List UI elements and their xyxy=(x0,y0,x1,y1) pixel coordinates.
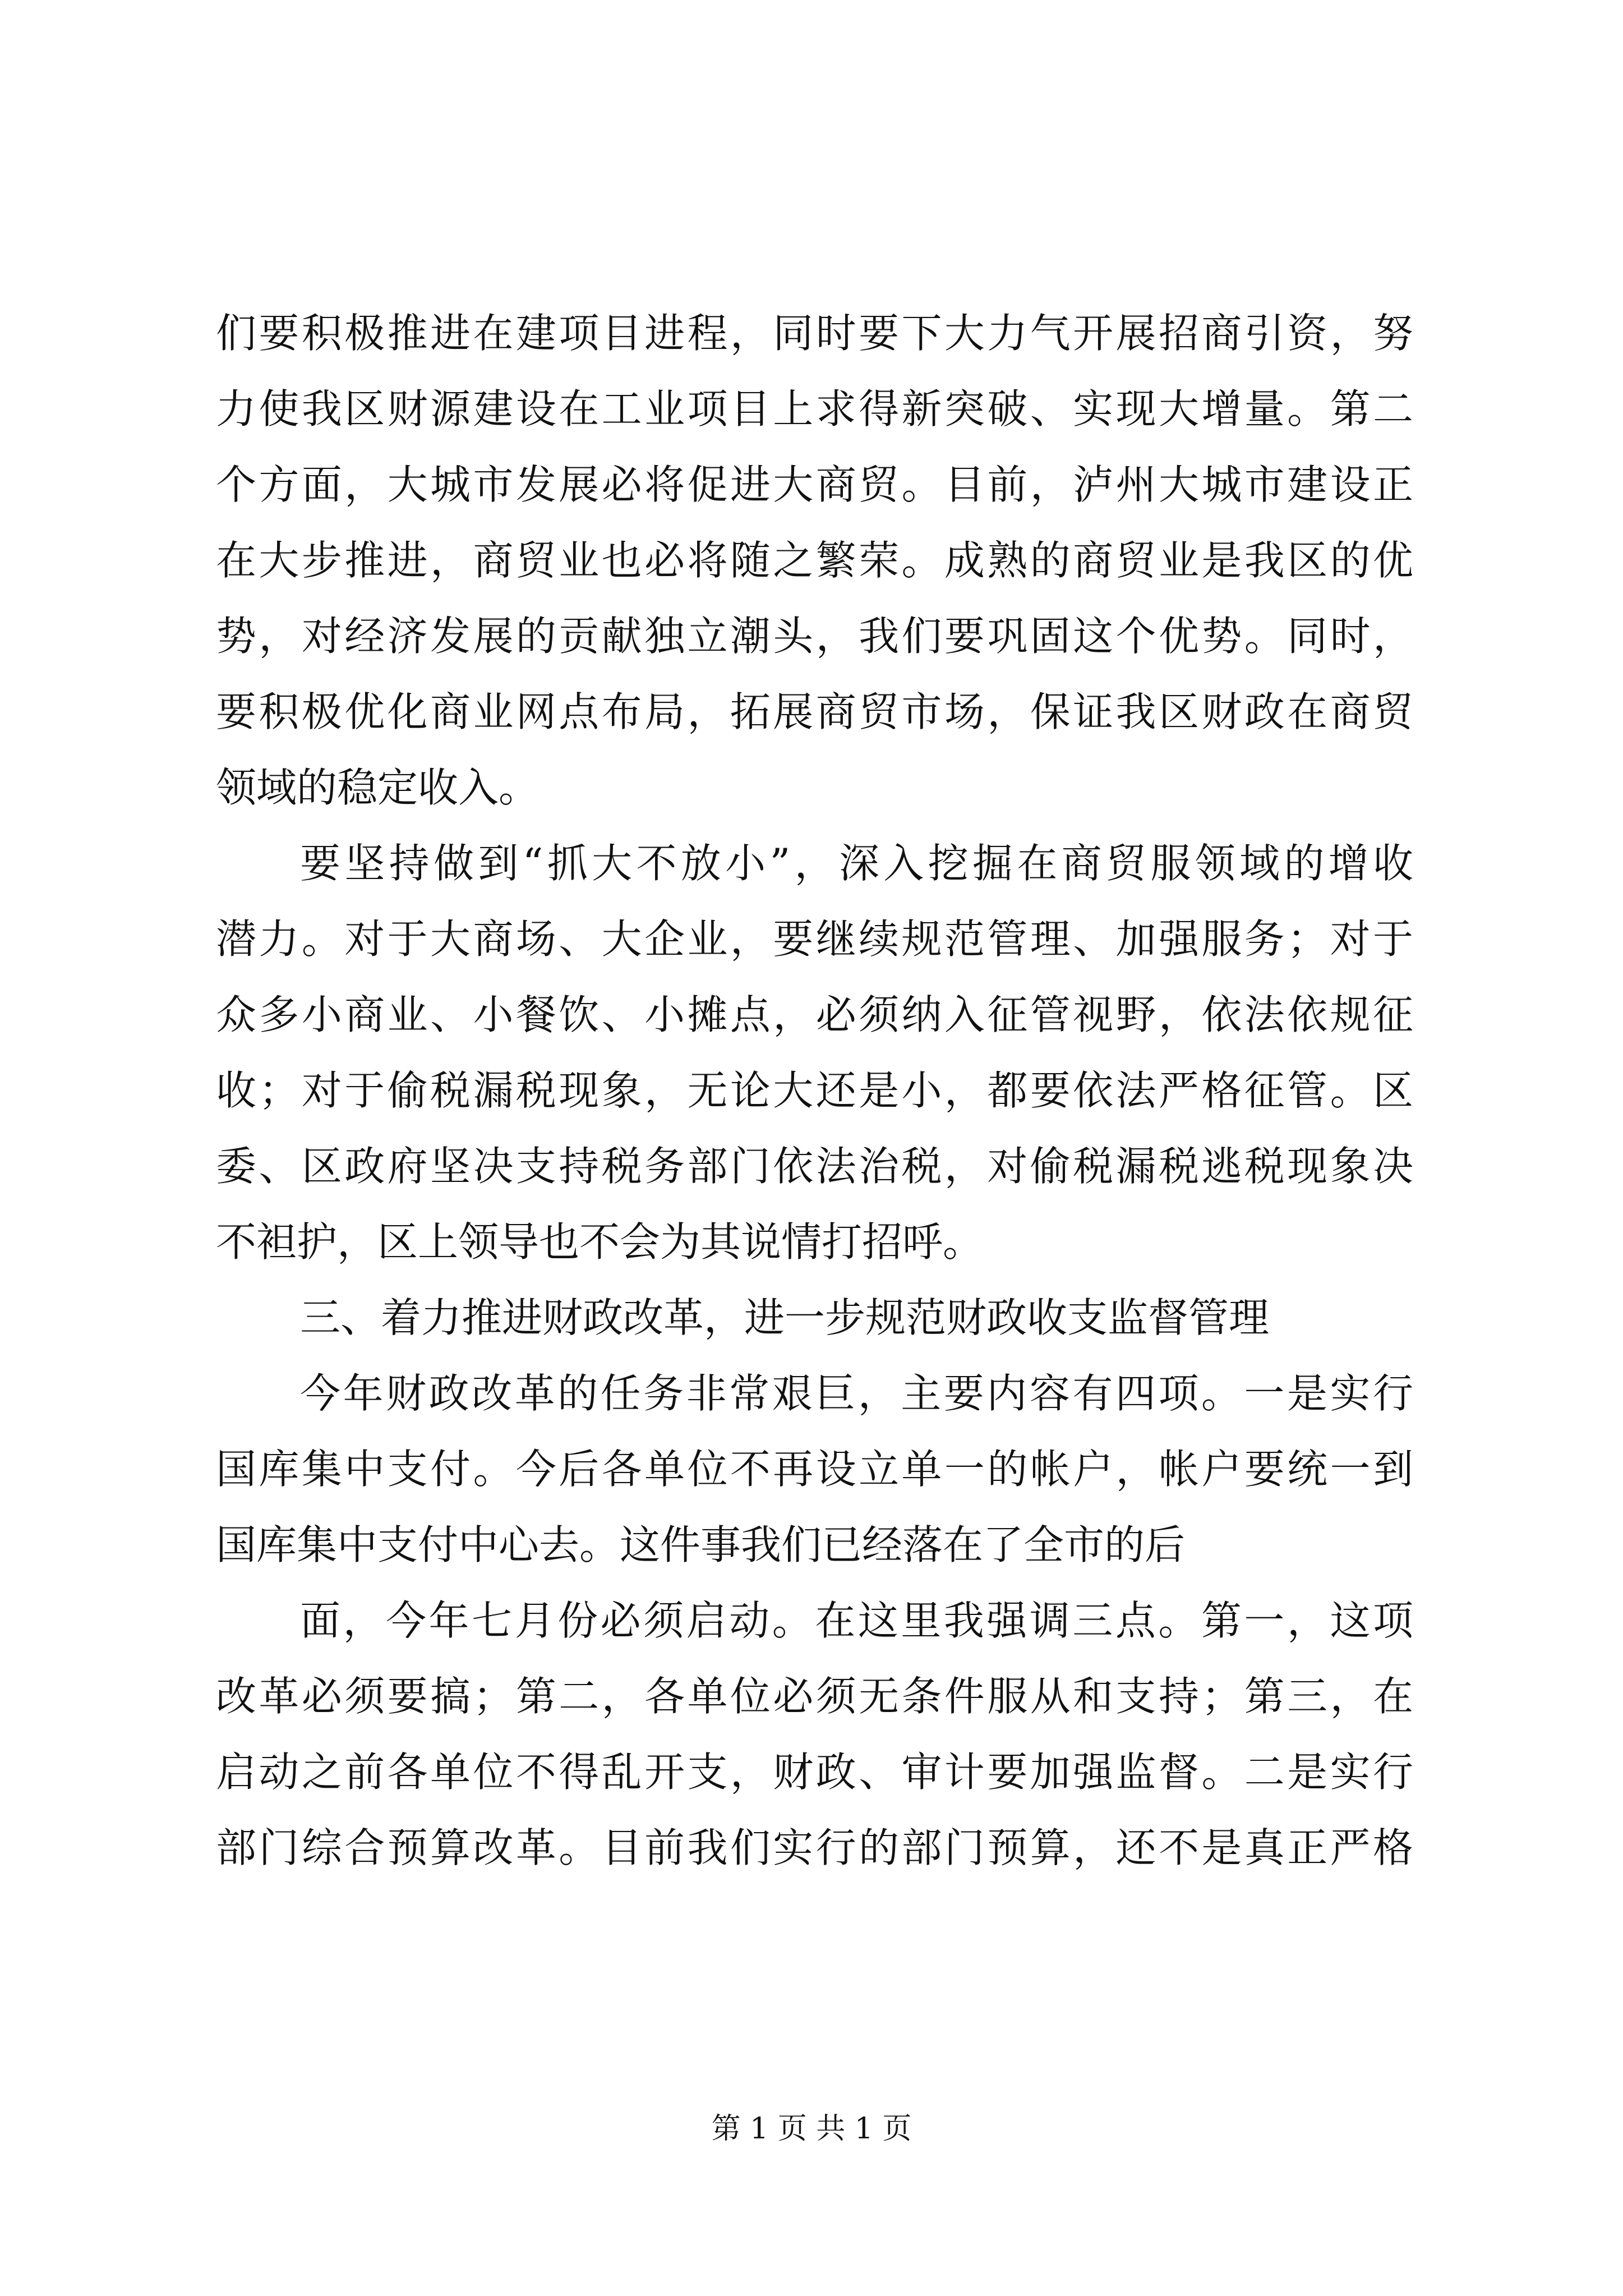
text-line: 个方面，大城市发展必将促进大商贸。目前，泸州大城市建设正 xyxy=(216,461,1413,508)
text-line: 国库集中支付。今后各单位不再设立单一的帐户，帐户要统一到 xyxy=(216,1446,1413,1493)
text-line: 领域的稳定收入。 xyxy=(216,764,540,811)
text-line: 启动之前各单位不得乱开支，财政、审计要加强监督。二是实行 xyxy=(216,1749,1413,1796)
body-text xyxy=(216,296,1413,1886)
page-footer: 第 1 页 共 1 页 xyxy=(711,2112,912,2146)
text-line: 三、着力推进财政改革，进一步规范财政收支监督管理 xyxy=(300,1294,1270,1341)
text-line: 改革必须要搞；第二，各单位必须无条件服从和支持；第三，在 xyxy=(216,1673,1413,1720)
text-line: 不袒护，区上领导也不会为其说情打招呼。 xyxy=(216,1218,984,1266)
text-line: 潜力。对于大商场、大企业，要继续规范管理、加强服务；对于 xyxy=(216,915,1413,963)
text-line: 面，今年七月份必须启动。在这里我强调三点。第一，这项 xyxy=(300,1597,1413,1644)
text-line: 要积极优化商业网点布局，拓展商贸市场，保证我区财政在商贸 xyxy=(216,688,1413,735)
text-line: 今年财政改革的任务非常艰巨，主要内容有四项。一是实行 xyxy=(300,1370,1413,1417)
text-line: 在大步推进，商贸业也必将随之繁荣。成熟的商贸业是我区的优 xyxy=(216,537,1413,584)
text-line: 收；对于偷税漏税现象，无论大还是小，都要依法严格征管。区 xyxy=(216,1067,1413,1114)
text-line: 国库集中支付中心去。这件事我们已经落在了全市的后 xyxy=(216,1521,1186,1568)
text-line: 们要积极推进在建项目进程，同时要下大力气开展招商引资，努 xyxy=(216,310,1413,357)
text-line: 众多小商业、小餐饮、小摊点，必须纳入征管视野，依法依规征 xyxy=(216,991,1413,1038)
text-line: 部门综合预算改革。目前我们实行的部门预算，还不是真正严格 xyxy=(216,1824,1413,1871)
text-line: 委、区政府坚决支持税务部门依法治税，对偷税漏税逃税现象决 xyxy=(216,1143,1413,1190)
text-line: 要坚持做到“抓大不放小”，深入挖掘在商贸服领域的增收 xyxy=(300,840,1413,887)
text-line: 势，对经济发展的贡献独立潮头，我们要巩固这个优势。同时， xyxy=(216,613,1413,660)
text-line: 力使我区财源建设在工业项目上求得新突破、实现大增量。第二 xyxy=(216,385,1413,432)
